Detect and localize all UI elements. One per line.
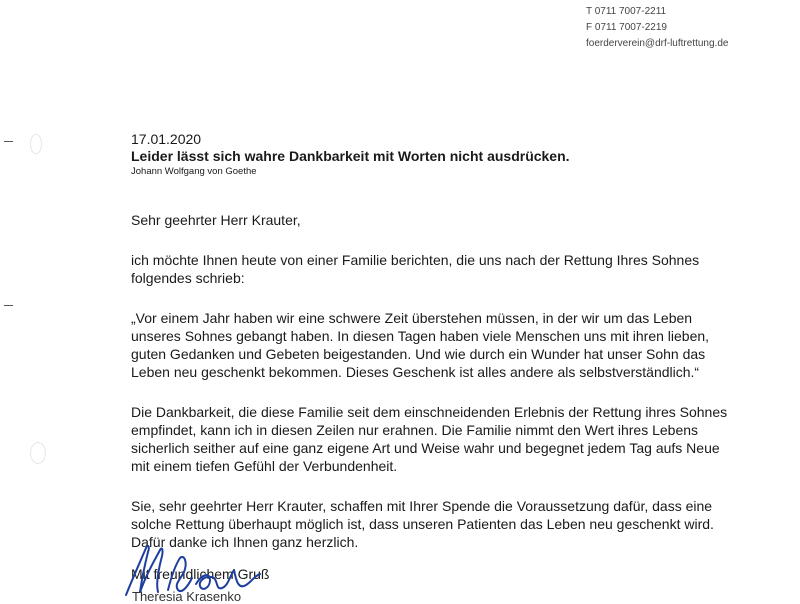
punch-hole-top (30, 134, 42, 154)
paragraph-gratitude: Die Dankbarkeit, die diese Familie seit dem einschneidenden Erlebnis der Rettung ihres Sohnes empfindet, kann ich in diesen Zeilen nur erahnen. Die Familie nimmt den Wert ihres Lebens sicherlich seither auf eine ganz eigene Art und Weise wahr und begegnet jedem Tag aufs Neue mit einem tiefen Gefühl der Verbundenheit. (131, 404, 728, 474)
closing-greeting: Mit freundlichem Gruß (131, 566, 270, 582)
fold-mark-middle (4, 305, 13, 306)
paragraph-intro: ich möchte Ihnen heute von einer Familie berichten, die uns nach der Rettung Ihres Sohnes folgendes schrieb: (131, 252, 700, 286)
letter-date: 17.01.2020 (131, 131, 202, 147)
fax-number: F 0711 7007-2219 (586, 22, 667, 33)
salutation: Sehr geehrter Herr Krauter, (131, 212, 301, 228)
letter-body (131, 131, 731, 583)
paragraph-thanks: Sie, sehr geehrter Herr Krauter, schaffen mit Ihrer Spende die Voraussetzung dafür, dass eine solche Rettung überhaupt möglich ist, dass unseren Patienten das Leben neu geschenkt wird. Dafür danke ich Ihnen ganz herzlich. (131, 498, 714, 550)
fold-mark-top (4, 141, 13, 142)
quote-headline: Leider lässt sich wahre Dankbarkeit mit Worten nicht ausdrücken. (131, 148, 570, 164)
paragraph-family-quote: „Vor einem Jahr haben wir eine schwere Zeit überstehen müssen, in der wir um das Leben unseres Sohnes gebangt haben. In diesen Tagen haben viele Menschen uns mit ihren lieben, guten Gedanken und Gebeten beigestanden. Und wie durch ein Wunder hat unser Sohn das Leben neu geschenkt bekommen. Dieses Geschenk ist alles andere als selbstverständlich.“ (131, 310, 710, 380)
signer-name: Theresia Krasenko (132, 589, 242, 604)
email-address: foerderverein@drf-luftrettung.de (586, 38, 729, 49)
quote-author: Johann Wolfgang von Goethe (131, 166, 257, 177)
punch-hole-bottom (30, 442, 46, 464)
sender-contact-block (586, 4, 728, 52)
phone-number: T 0711 7007-2211 (586, 6, 667, 17)
